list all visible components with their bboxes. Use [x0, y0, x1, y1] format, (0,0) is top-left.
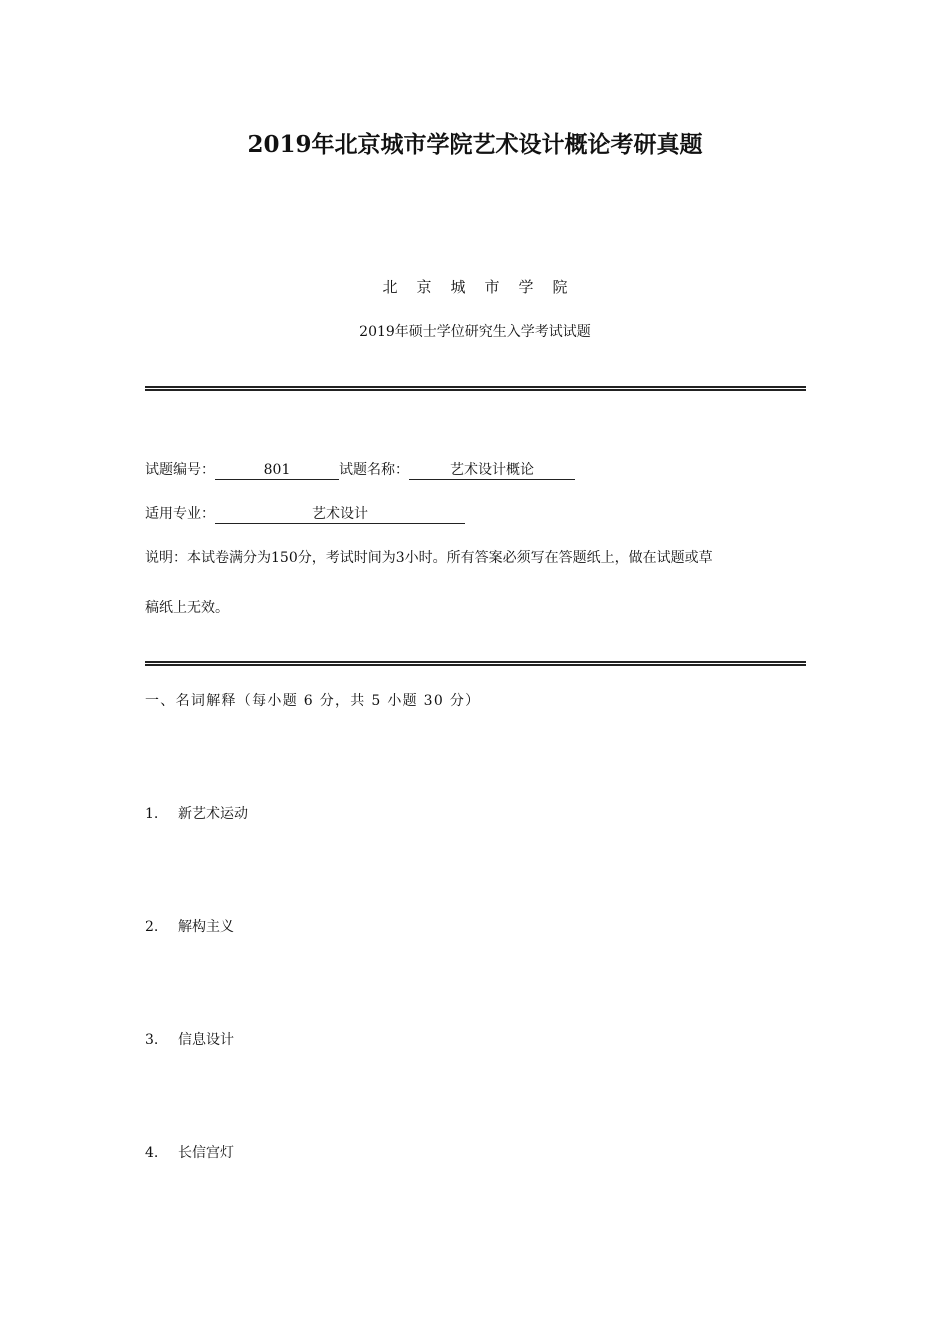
question-text: 信息设计 [178, 1032, 234, 1048]
double-rule-top [145, 386, 806, 391]
question-number: 1. [145, 806, 159, 822]
question-text: 新艺术运动 [178, 806, 248, 822]
exam-title: 2019年硕士学位研究生入学考试试题 [359, 324, 591, 340]
exam-name-label: 试题名称： [339, 462, 409, 478]
exam-code-label: 试题编号： [145, 462, 215, 478]
instructions-line-1: 说明：本试卷满分为150分，考试时间为3小时。所有答案必须写在答题纸上，做在试题或草 [145, 550, 713, 566]
question-item [145, 1029, 234, 1049]
exam-code-value: 801 [215, 461, 339, 480]
major-row [145, 503, 465, 524]
instructions-line-2: 稿纸上无效。 [145, 600, 229, 616]
question-number: 2. [145, 919, 159, 935]
question-number: 3. [145, 1032, 159, 1048]
exam-name-value: 艺术设计概论 [409, 461, 575, 480]
question-text: 长信宫灯 [178, 1145, 234, 1161]
question-item [145, 1142, 234, 1162]
question-item [145, 916, 234, 936]
exam-code-row [145, 459, 575, 480]
double-rule-bottom [145, 661, 806, 666]
major-value: 艺术设计 [215, 505, 465, 524]
question-text: 解构主义 [178, 919, 234, 935]
section-heading: 一、名词解释（每小题 6 分，共 5 小题 30 分） [145, 693, 481, 709]
school-name: 北京城市学院 [382, 278, 587, 296]
major-label: 适用专业： [145, 506, 215, 522]
document-title: 2019年北京城市学院艺术设计概论考研真题 [247, 131, 703, 158]
question-item [145, 803, 248, 823]
question-number: 4. [145, 1145, 159, 1161]
